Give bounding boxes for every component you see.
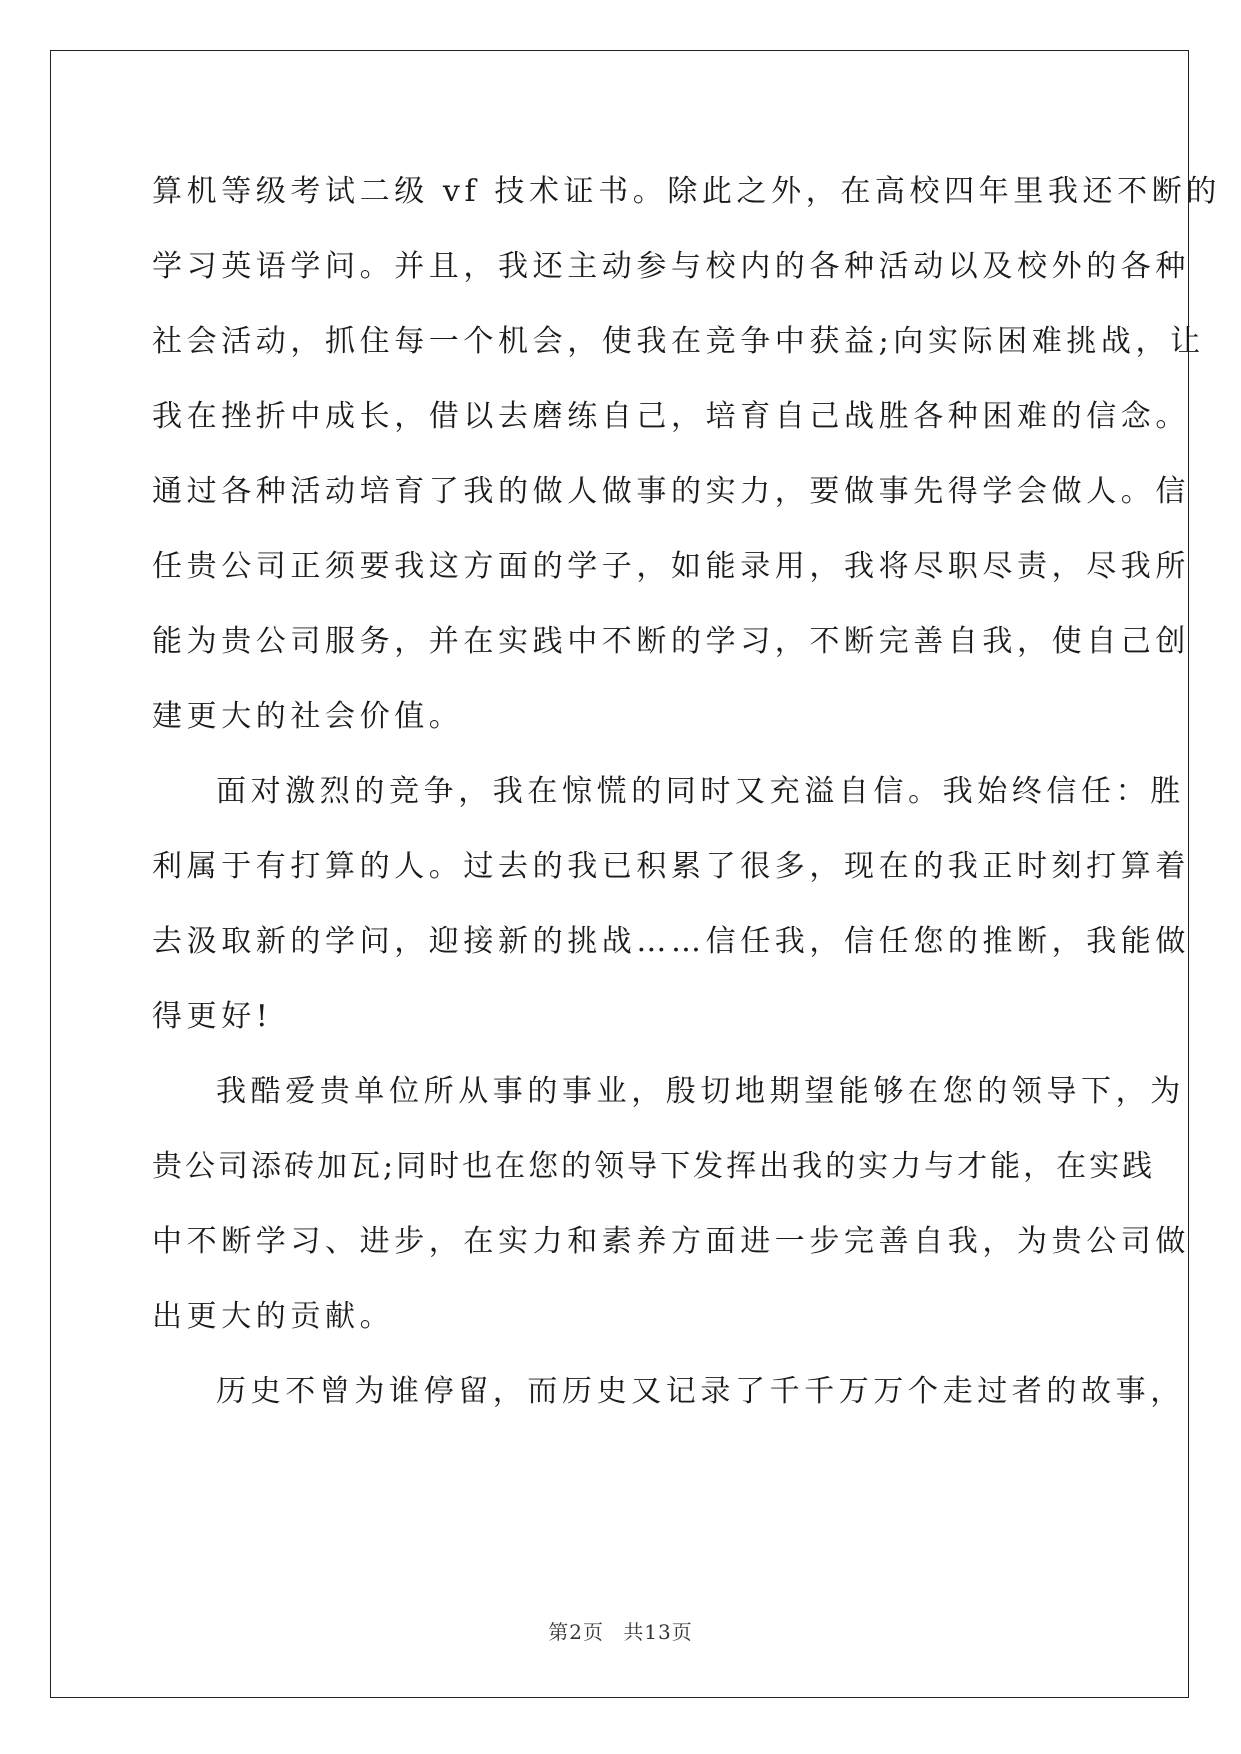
text-line: 社会活动，抓住每一个机会，使我在竞争中获益;向实际困难挑战，让 bbox=[152, 324, 1205, 359]
page-total: 共13页 bbox=[623, 1620, 693, 1644]
text-line: 通过各种活动培育了我的做人做事的实力，要做事先得学会做人。信 bbox=[152, 474, 1190, 509]
paragraph-first-line: 面对激烈的竞争，我在惊慌的同时又充溢自信。我始终信任：胜 bbox=[216, 774, 1185, 809]
paragraph-first-line: 我酷爱贵单位所从事的事业，殷切地期望能够在您的领导下，为 bbox=[216, 1074, 1185, 1109]
text-line: 利属于有打算的人。过去的我已积累了很多，现在的我正时刻打算着 bbox=[152, 849, 1190, 884]
text-line: 算机等级考试二级 vf 技术证书。除此之外，在高校四年里我还不断的 bbox=[152, 174, 1221, 209]
document-body bbox=[152, 160, 1221, 1424]
text-line: 出更大的贡献。 bbox=[152, 1299, 395, 1334]
text-line: 中不断学习、进步，在实力和素养方面进一步完善自我，为贵公司做 bbox=[152, 1224, 1190, 1259]
text-line: 得更好! bbox=[152, 999, 273, 1034]
text-line: 我在挫折中成长，借以去磨练自己，培育自己战胜各种困难的信念。 bbox=[152, 399, 1190, 434]
text-line: 学习英语学问。并且，我还主动参与校内的各种活动以及校外的各种 bbox=[152, 249, 1190, 284]
text-line: 贵公司添砖加瓦;同时也在您的领导下发挥出我的实力与才能，在实践 bbox=[152, 1149, 1156, 1184]
paragraph-first-line: 历史不曾为谁停留，而历史又记录了千千万万个走过者的故事， bbox=[216, 1374, 1185, 1409]
page-footer bbox=[0, 1616, 1241, 1645]
text-line: 任贵公司正须要我这方面的学子，如能录用，我将尽职尽责，尽我所 bbox=[152, 549, 1190, 584]
text-line: 去汲取新的学问，迎接新的挑战……信任我，信任您的推断，我能做 bbox=[152, 924, 1190, 959]
page-number: 第2页 bbox=[548, 1620, 604, 1644]
text-line: 建更大的社会价值。 bbox=[152, 699, 464, 734]
text-line: 能为贵公司服务，并在实践中不断的学习，不断完善自我，使自己创 bbox=[152, 624, 1190, 659]
